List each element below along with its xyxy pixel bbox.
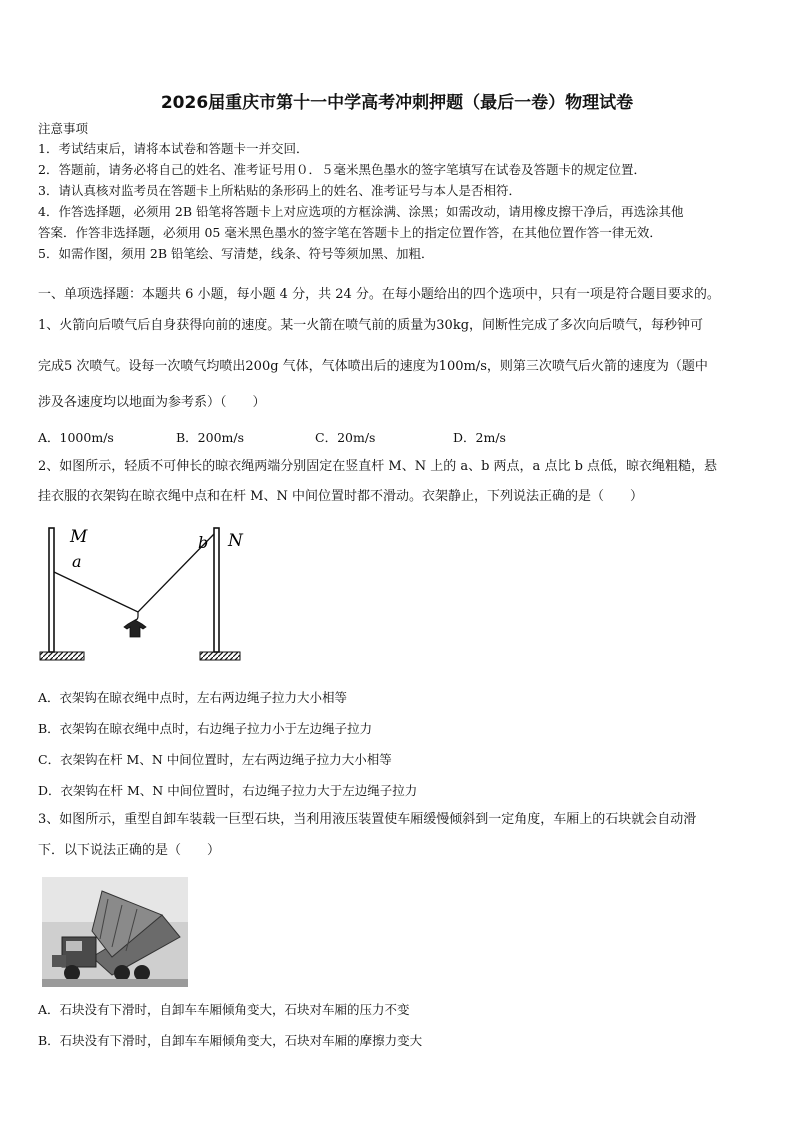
notice-item: 2．答题前，请务必将自己的姓名、准考证号用０．５毫米黑色墨水的签字笔填写在试卷及答题卡的规定位置． [38, 162, 646, 177]
label-m: M [70, 527, 88, 547]
q1-option-c[interactable]: C．20m/s [315, 430, 376, 445]
q3-stem: 下．以下说法正确的是（ ） [38, 843, 221, 858]
q1-stem: 涉及各速度均以地面为参考系）（ ） [38, 395, 266, 410]
q2-option-b[interactable]: B．衣架钩在晾衣绳中点时，右边绳子拉力小于左边绳子拉力 [38, 721, 373, 736]
ground-left [40, 652, 84, 660]
q1-stem: 完成5 次喷气。设每一次喷气均喷出200g 气体，气体喷出后的速度为100m/s，则第三次喷气后火箭的速度为（题中 [38, 359, 708, 374]
dump-truck-photo [42, 877, 188, 987]
notice-item: 4．作答选择题，必须用 2B 铅笔将答题卡上对应选项的方框涂满、涂黑；如需改动，请用橡皮擦干净后，再选涂其他 [38, 204, 684, 219]
q2-stem: 挂衣服的衣架钩在晾衣绳中点和在杆 M、N 中间位置时都不滑动。衣架静止，下列说法正确的是（ ） [38, 489, 643, 504]
pole-n [214, 528, 219, 652]
q1-option-d[interactable]: D．2m/s [453, 430, 506, 445]
q2-option-c[interactable]: C．衣架钩在杆 M、N 中间位置时，左右两边绳子拉力大小相等 [38, 752, 392, 767]
notice-item: 5．如需作图，须用 2B 铅笔绘、写清楚，线条、符号等须加黑、加粗． [38, 246, 434, 261]
notice-item: 答案．作答非选择题，必须用 05 毫米黑色墨水的签字笔在答题卡上的指定位置作答，在其他位置作答一律无效． [38, 225, 662, 240]
pole-m [49, 528, 54, 652]
notice-item: 1．考试结束后，请将本试卷和答题卡一并交回． [38, 141, 309, 156]
label-a: a [72, 552, 82, 571]
notice-heading: 注意事项 [38, 121, 89, 136]
q2-stem: 2、如图所示，轻质不可伸长的晾衣绳两端分别固定在竖直杆 M、N 上的 a、b 两点，a 点比 b 点低，晾衣绳粗糙，悬 [38, 459, 718, 474]
label-n: N [228, 531, 243, 551]
q2-option-a[interactable]: A．衣架钩在晾衣绳中点时，左右两边绳子拉力大小相等 [38, 690, 348, 705]
q2-option-d[interactable]: D．衣架钩在杆 M、N 中间位置时，右边绳子拉力大于左边绳子拉力 [38, 783, 418, 798]
section-heading: 一、单项选择题：本题共 6 小题，每小题 4 分，共 24 分。在每小题给出的四个选项中，只有一项是符合题目要求的。 [38, 287, 720, 302]
hanger-hook [135, 612, 138, 620]
q1-stem: 1、火箭向后喷气后自身获得向前的速度。某一火箭在喷气前的质量为30kg，间断性完成了多次向后喷气，每秒钟可 [38, 318, 704, 333]
label-b: b [198, 533, 209, 552]
notice-item: 3．请认真核对监考员在答题卡上所粘贴的条形码上的姓名、准考证号与本人是否相符． [38, 183, 521, 198]
q3-stem: 3、如图所示，重型自卸车装载一巨型石块，当利用液压装置使车厢缓慢倾斜到一定角度，车厢上的石块就会自动滑 [38, 812, 697, 827]
q1-option-a[interactable]: A．1000m/s [38, 430, 114, 445]
q3-option-b[interactable]: B．石块没有下滑时，自卸车车厢倾角变大，石块对车厢的摩擦力变大 [38, 1033, 423, 1048]
ground-right [200, 652, 240, 660]
page-title: 2026届重庆市第十一中学高考冲刺押题（最后一卷）物理试卷 [160, 93, 634, 113]
clothesline-figure [38, 522, 248, 672]
q3-option-a[interactable]: A．石块没有下滑时，自卸车车厢倾角变大，石块对车厢的压力不变 [38, 1002, 410, 1017]
q1-option-b[interactable]: B．200m/s [176, 430, 245, 445]
shirt-icon [124, 620, 146, 637]
